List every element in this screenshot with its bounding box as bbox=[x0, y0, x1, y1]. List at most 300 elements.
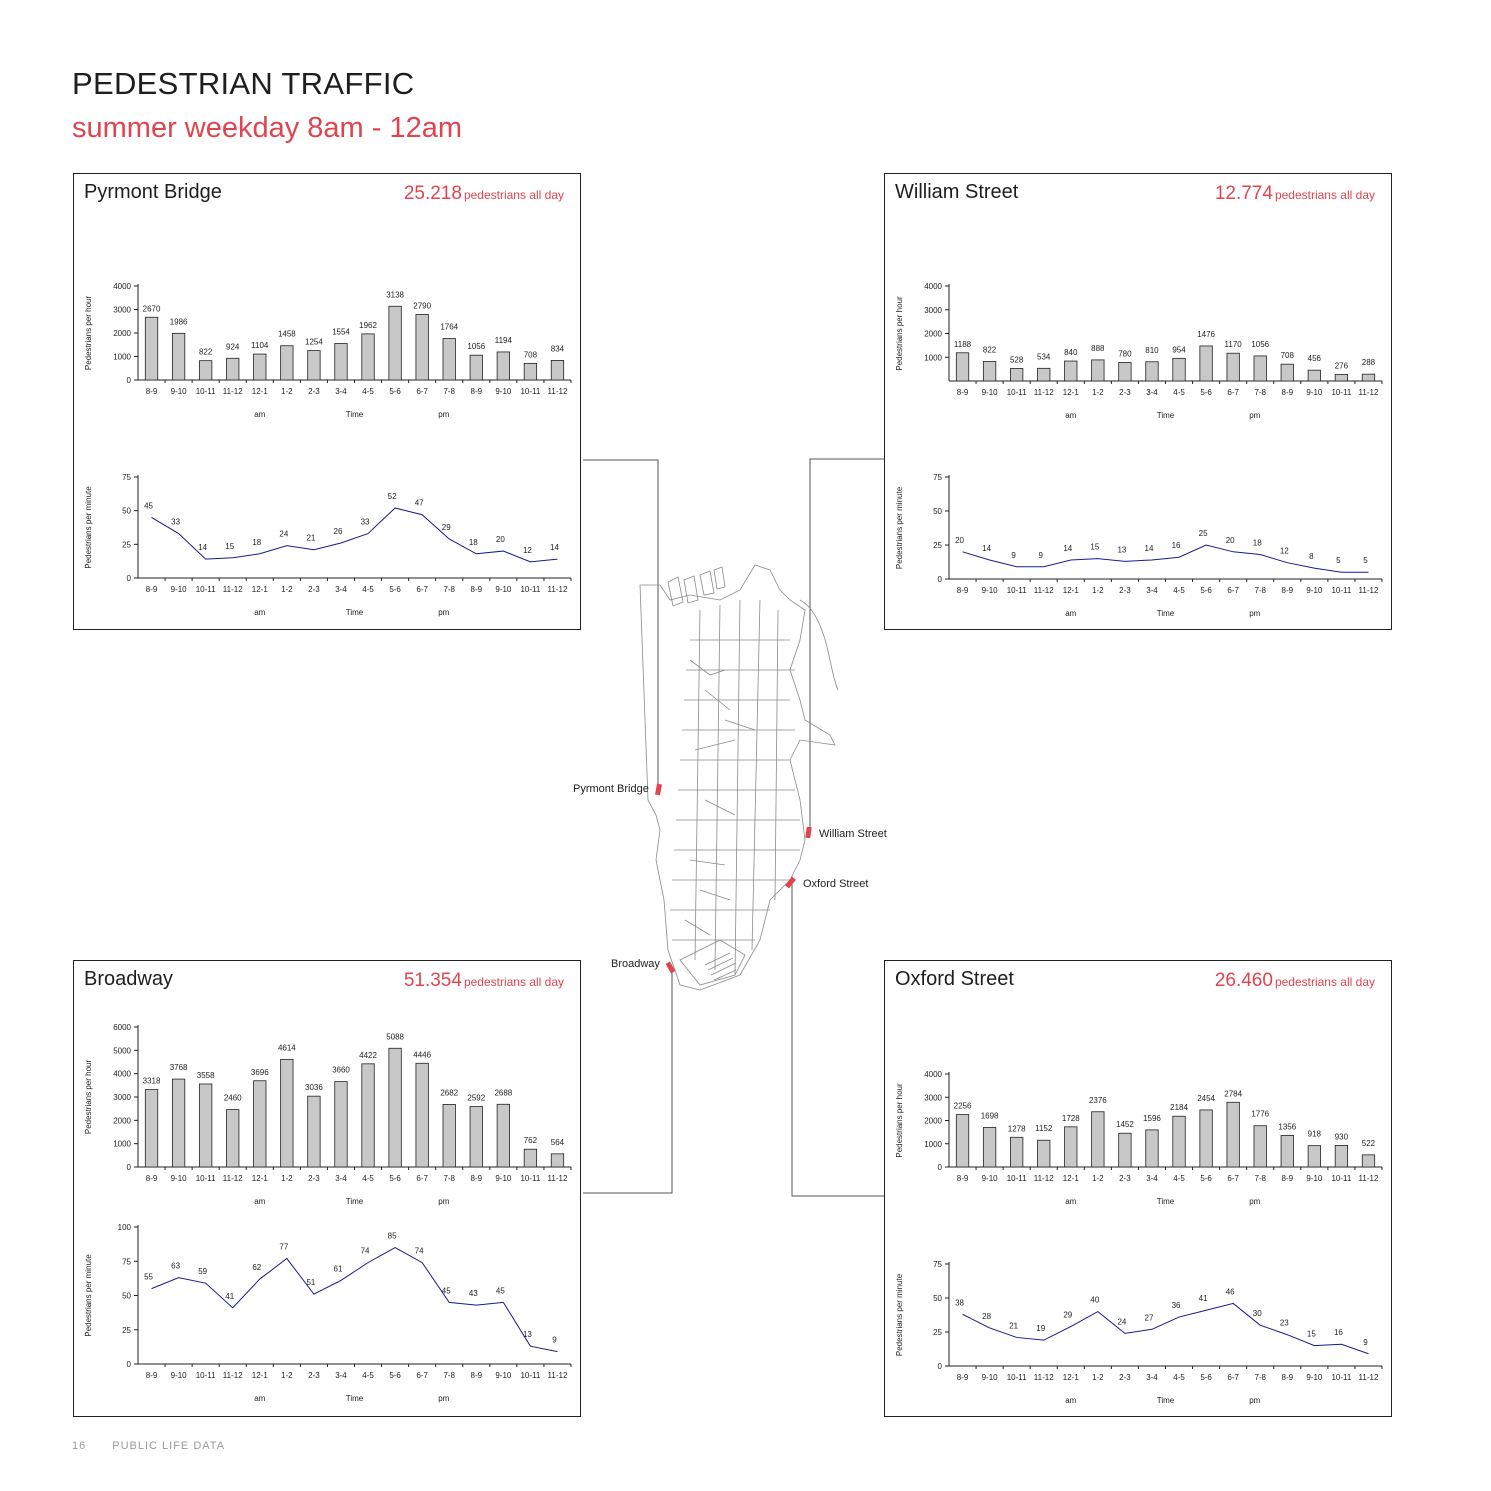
point-value-label: 41 bbox=[1198, 1294, 1208, 1304]
bar bbox=[524, 363, 536, 380]
bar-x-tick-label: 5-6 bbox=[1200, 388, 1212, 397]
line-x-tick-label: 11-12 bbox=[222, 1371, 243, 1380]
bar-value-label: 1476 bbox=[1197, 329, 1215, 339]
line-x-tick-label: 6-7 bbox=[1227, 586, 1239, 595]
line-x-tick-label: 8-9 bbox=[1281, 586, 1294, 595]
bar-value-label: 1452 bbox=[1116, 1120, 1134, 1130]
bar-value-label: 2256 bbox=[953, 1101, 972, 1111]
bar-pm-label: pm bbox=[438, 1197, 450, 1206]
bar-pm-label: pm bbox=[438, 410, 450, 419]
bar-x-tick-label: 5-6 bbox=[389, 387, 401, 396]
section-name: PUBLIC LIFE DATA bbox=[112, 1440, 226, 1452]
bar bbox=[145, 1090, 157, 1167]
bar-value-label: 918 bbox=[1307, 1129, 1322, 1139]
bar-value-label: 522 bbox=[1361, 1138, 1376, 1148]
bar-x-tick-label: 2-3 bbox=[1119, 1174, 1131, 1183]
bar bbox=[497, 352, 509, 380]
bar-x-tick-label: 6-7 bbox=[416, 1174, 428, 1183]
bar bbox=[1254, 356, 1266, 381]
point-value-label: 63 bbox=[171, 1261, 181, 1271]
line-x-tick-label: 5-6 bbox=[1200, 586, 1212, 595]
bar-value-label: 2592 bbox=[467, 1093, 486, 1103]
panel-oxford-street bbox=[884, 960, 1392, 1417]
bar-y-tick-label: 4000 bbox=[924, 282, 942, 291]
point-value-label: 33 bbox=[360, 517, 370, 527]
line-pm-label: pm bbox=[438, 1394, 450, 1403]
line-x-tick-label: 7-8 bbox=[1254, 1373, 1266, 1382]
bar-y-tick-label: 3000 bbox=[113, 1093, 131, 1102]
bar-value-label: 708 bbox=[1280, 351, 1294, 361]
bar-value-label: 810 bbox=[1145, 345, 1159, 355]
bar-y-tick-label: 2000 bbox=[113, 1116, 131, 1126]
bar-y-tick-label: 6000 bbox=[113, 1023, 131, 1032]
line-y-tick-label: 50 bbox=[933, 1294, 942, 1303]
point-value-label: 45 bbox=[495, 1286, 505, 1296]
bar-x-tick-label: 4-5 bbox=[362, 1174, 374, 1183]
bar-x-tick-label: 10-11 bbox=[1331, 388, 1352, 397]
bar-value-label: 3696 bbox=[250, 1067, 269, 1077]
bar-value-label: 276 bbox=[1334, 361, 1349, 371]
point-value-label: 46 bbox=[1225, 1287, 1235, 1297]
point-value-label: 20 bbox=[955, 535, 964, 545]
line-ylabel: Pedestrians per minute bbox=[895, 1273, 904, 1357]
bar bbox=[1254, 1126, 1266, 1167]
charts-broadway bbox=[74, 961, 582, 1418]
bar-x-tick-label: 3-4 bbox=[335, 387, 347, 396]
bar bbox=[254, 354, 266, 380]
bar-value-label: 2376 bbox=[1088, 1095, 1107, 1105]
point-value-label: 19 bbox=[1036, 1324, 1046, 1334]
point-value-label: 62 bbox=[252, 1263, 262, 1273]
panel-title: Broadway bbox=[84, 968, 173, 990]
bar-x-tick-label: 9-10 bbox=[1306, 388, 1323, 397]
bar bbox=[1065, 1127, 1077, 1167]
line-x-tick-label: 9-10 bbox=[495, 585, 512, 594]
bar-x-tick-label: 7-8 bbox=[1254, 1174, 1266, 1183]
daily-total bbox=[404, 970, 564, 992]
bar bbox=[1173, 358, 1185, 381]
point-value-label: 20 bbox=[495, 535, 505, 545]
line-xlabel: Time bbox=[1156, 1396, 1175, 1405]
point-value-label: 25 bbox=[1198, 529, 1208, 538]
bar-y-tick-label: 3000 bbox=[113, 305, 131, 315]
bar bbox=[1227, 1102, 1239, 1167]
bar-value-label: 2454 bbox=[1197, 1093, 1215, 1103]
bar-x-tick-label: 8-9 bbox=[145, 1174, 158, 1183]
line-x-tick-label: 6-7 bbox=[416, 1371, 428, 1380]
bar-value-label: 3660 bbox=[332, 1065, 350, 1075]
point-value-label: 14 bbox=[1144, 543, 1154, 553]
bar-value-label: 1698 bbox=[980, 1111, 999, 1121]
line-y-tick-label: 100 bbox=[117, 1223, 131, 1232]
bar-x-tick-label: 12-1 bbox=[1062, 1174, 1079, 1183]
line-x-tick-label: 2-3 bbox=[1119, 1373, 1131, 1382]
bar-value-label: 2790 bbox=[413, 301, 432, 311]
bar bbox=[551, 360, 563, 380]
bar-value-label: 3036 bbox=[305, 1083, 323, 1093]
bar bbox=[1227, 353, 1239, 381]
bar-x-tick-label: 10-11 bbox=[195, 387, 216, 396]
point-value-label: 28 bbox=[982, 1311, 992, 1321]
bar bbox=[443, 1104, 455, 1167]
bar-value-label: 762 bbox=[523, 1136, 538, 1146]
daily-total-unit: pedestrians all day bbox=[463, 188, 564, 202]
line-y-tick-label: 25 bbox=[122, 1325, 131, 1335]
bar bbox=[1119, 362, 1131, 381]
page-title: PEDESTRIAN TRAFFIC bbox=[72, 66, 415, 101]
bar-value-label: 1254 bbox=[305, 337, 323, 347]
charts-oxford bbox=[885, 961, 1393, 1418]
bar-value-label: 1728 bbox=[1061, 1113, 1080, 1123]
point-value-label: 18 bbox=[1252, 538, 1262, 548]
line-am-label: am bbox=[254, 608, 266, 617]
point-value-label: 45 bbox=[441, 1286, 451, 1296]
point-value-label: 15 bbox=[1090, 542, 1100, 552]
bar-x-tick-label: 10-11 bbox=[1331, 1174, 1352, 1183]
bar bbox=[1119, 1133, 1131, 1167]
line-x-tick-label: 8-9 bbox=[956, 1373, 969, 1382]
bar bbox=[335, 1082, 347, 1167]
daily-total-unit: pedestrians all day bbox=[1274, 975, 1375, 989]
line-x-tick-label: 10-11 bbox=[520, 1371, 541, 1380]
line-x-tick-label: 8-9 bbox=[145, 585, 158, 594]
bar-x-tick-label: 11-12 bbox=[222, 1174, 243, 1183]
panel-title: Oxford Street bbox=[895, 968, 1014, 990]
page-number: 16 bbox=[72, 1440, 87, 1452]
bar bbox=[172, 333, 184, 380]
line-y-tick-label: 25 bbox=[122, 540, 131, 550]
bar-x-tick-label: 10-11 bbox=[520, 387, 541, 396]
line-x-tick-label: 9-10 bbox=[170, 585, 187, 594]
line-x-tick-label: 2-3 bbox=[308, 585, 320, 594]
point-value-label: 14 bbox=[982, 543, 992, 553]
line-y-tick-label: 75 bbox=[122, 1257, 131, 1267]
line-x-tick-label: 6-7 bbox=[416, 585, 428, 594]
map-label-pyrmont: Pyrmont Bridge bbox=[573, 783, 649, 795]
bar-value-label: 564 bbox=[550, 1137, 565, 1147]
line-x-tick-label: 5-6 bbox=[1200, 1373, 1212, 1382]
bar bbox=[416, 314, 428, 380]
bar-value-label: 1356 bbox=[1278, 1122, 1297, 1132]
bar-x-tick-label: 8-9 bbox=[470, 1174, 483, 1183]
bar-value-label: 4446 bbox=[413, 1050, 432, 1060]
bar-value-label: 1596 bbox=[1143, 1113, 1161, 1123]
bar bbox=[308, 1096, 320, 1167]
bar-x-tick-label: 12-1 bbox=[251, 387, 268, 396]
bar-xlabel: Time bbox=[1156, 1197, 1175, 1206]
point-value-label: 33 bbox=[171, 517, 181, 527]
line-x-tick-label: 2-3 bbox=[1119, 586, 1131, 595]
bar-x-tick-label: 8-9 bbox=[956, 388, 969, 397]
bar-value-label: 288 bbox=[1361, 358, 1376, 368]
bar-x-tick-label: 8-9 bbox=[1281, 388, 1294, 397]
bar bbox=[497, 1104, 509, 1167]
point-value-label: 45 bbox=[144, 501, 153, 511]
line-x-tick-label: 8-9 bbox=[470, 1371, 483, 1380]
line-x-tick-label: 9-10 bbox=[170, 1371, 187, 1380]
point-value-label: 38 bbox=[955, 1298, 964, 1308]
bar-x-tick-label: 7-8 bbox=[443, 387, 455, 396]
bar bbox=[1065, 361, 1077, 381]
daily-total-value: 12.774 bbox=[1214, 183, 1273, 204]
bar-y-tick-label: 3000 bbox=[924, 1093, 942, 1103]
line-y-tick-label: 50 bbox=[122, 1291, 131, 1301]
bar bbox=[1335, 1145, 1347, 1167]
bar-value-label: 1764 bbox=[440, 322, 459, 332]
bar-value-label: 1188 bbox=[953, 339, 972, 349]
bar-value-label: 4614 bbox=[277, 1043, 296, 1053]
line-x-tick-label: 8-9 bbox=[1281, 1373, 1294, 1382]
bar-y-tick-label: 1000 bbox=[113, 352, 131, 362]
bar-xlabel: Time bbox=[1156, 411, 1175, 420]
bar-y-tick-label: 4000 bbox=[113, 1069, 131, 1079]
bar bbox=[1173, 1116, 1185, 1167]
point-value-label: 12 bbox=[1279, 546, 1289, 556]
line-pm-label: pm bbox=[1249, 1396, 1261, 1405]
bar-xlabel: Time bbox=[345, 1197, 364, 1206]
point-value-label: 36 bbox=[1171, 1301, 1181, 1311]
line-x-tick-label: 11-12 bbox=[547, 1371, 568, 1380]
line-x-tick-label: 8-9 bbox=[145, 1371, 158, 1380]
line-x-tick-label: 9-10 bbox=[1306, 1373, 1323, 1382]
point-value-label: 18 bbox=[468, 537, 478, 547]
bar-value-label: 5088 bbox=[386, 1032, 404, 1042]
bar-x-tick-label: 10-11 bbox=[195, 1174, 216, 1183]
point-value-label: 14 bbox=[550, 543, 559, 553]
bar-x-tick-label: 1-2 bbox=[281, 387, 293, 396]
point-value-label: 29 bbox=[441, 522, 451, 532]
bar bbox=[1308, 1146, 1320, 1167]
bar bbox=[1362, 374, 1374, 381]
map-label-oxford: Oxford Street bbox=[803, 878, 869, 890]
bar-x-tick-label: 11-12 bbox=[1033, 388, 1054, 397]
bar-ylabel: Pedestrians per hour bbox=[895, 296, 904, 371]
daily-total bbox=[1215, 183, 1375, 205]
bar-ylabel: Pedestrians per hour bbox=[84, 295, 93, 371]
bar-y-tick-label: 3000 bbox=[924, 305, 942, 315]
bar-value-label: 3558 bbox=[196, 1070, 215, 1080]
line-x-tick-label: 3-4 bbox=[335, 1371, 347, 1380]
point-value-label: 77 bbox=[279, 1242, 289, 1252]
point-value-label: 55 bbox=[144, 1272, 153, 1282]
bar bbox=[470, 1107, 482, 1167]
bar-am-label: am bbox=[254, 410, 266, 419]
bar-value-label: 924 bbox=[226, 342, 240, 352]
line-x-tick-label: 6-7 bbox=[1227, 1373, 1239, 1382]
point-value-label: 16 bbox=[1333, 1328, 1343, 1338]
bar bbox=[254, 1081, 266, 1167]
bar bbox=[1362, 1155, 1374, 1167]
point-value-label: 61 bbox=[333, 1264, 343, 1274]
bar-x-tick-label: 10-11 bbox=[1006, 388, 1027, 397]
bar bbox=[1092, 360, 1104, 381]
point-value-label: 52 bbox=[387, 491, 397, 501]
bar-x-tick-label: 6-7 bbox=[416, 387, 428, 396]
bar-value-label: 822 bbox=[198, 347, 213, 357]
bar-x-tick-label: 9-10 bbox=[170, 387, 187, 396]
bar-value-label: 1278 bbox=[1007, 1124, 1026, 1134]
line-x-tick-label: 4-5 bbox=[362, 1371, 374, 1380]
bar-ylabel: Pedestrians per hour bbox=[895, 1083, 904, 1158]
line-x-tick-label: 4-5 bbox=[362, 585, 374, 594]
bar-value-label: 2682 bbox=[440, 1088, 459, 1098]
line-pm-label: pm bbox=[438, 608, 450, 617]
point-value-label: 15 bbox=[1306, 1329, 1316, 1339]
bar-x-tick-label: 3-4 bbox=[335, 1174, 347, 1183]
bar bbox=[1010, 368, 1022, 381]
bar-value-label: 954 bbox=[1172, 345, 1186, 355]
bar-y-tick-label: 0 bbox=[937, 1163, 942, 1172]
bar-y-tick-label: 0 bbox=[126, 376, 131, 385]
line-am-label: am bbox=[1065, 609, 1077, 618]
line-y-tick-label: 0 bbox=[937, 575, 942, 584]
bar-x-tick-label: 1-2 bbox=[281, 1174, 293, 1183]
bar-value-label: 3318 bbox=[142, 1076, 161, 1086]
page-subtitle: summer weekday 8am - 12am bbox=[72, 112, 463, 144]
point-value-label: 24 bbox=[1117, 1317, 1127, 1327]
line-x-tick-label: 7-8 bbox=[443, 1371, 455, 1380]
line-x-tick-label: 11-12 bbox=[547, 585, 568, 594]
bar bbox=[199, 1084, 211, 1167]
line-y-tick-label: 25 bbox=[933, 1328, 942, 1337]
bar-y-tick-label: 1000 bbox=[924, 1139, 942, 1149]
daily-total-value: 26.460 bbox=[1214, 970, 1273, 991]
point-value-label: 30 bbox=[1252, 1309, 1262, 1319]
line-y-tick-label: 50 bbox=[933, 507, 942, 516]
bar-x-tick-label: 1-2 bbox=[1092, 388, 1104, 397]
point-value-label: 12 bbox=[522, 545, 532, 555]
charts-william bbox=[885, 174, 1393, 631]
bar-x-tick-label: 3-4 bbox=[1146, 1174, 1158, 1183]
line-x-tick-label: 9-10 bbox=[981, 586, 998, 595]
line-x-tick-label: 11-12 bbox=[222, 585, 243, 594]
point-value-label: 9 bbox=[1363, 1337, 1368, 1347]
panel-william-street bbox=[884, 173, 1392, 630]
bar-am-label: am bbox=[254, 1197, 266, 1206]
bar bbox=[1092, 1112, 1104, 1167]
daily-total bbox=[1215, 970, 1375, 992]
line-y-tick-label: 75 bbox=[122, 473, 131, 482]
bar-xlabel: Time bbox=[345, 410, 364, 419]
bar bbox=[1281, 1135, 1293, 1167]
panel-title: William Street bbox=[895, 181, 1019, 203]
bar-am-label: am bbox=[1065, 411, 1077, 420]
bar-y-tick-label: 1000 bbox=[924, 353, 942, 363]
bar bbox=[1308, 370, 1320, 381]
series-line bbox=[963, 1303, 1369, 1353]
bar-x-tick-label: 4-5 bbox=[1173, 388, 1185, 397]
line-y-tick-label: 0 bbox=[126, 574, 131, 583]
bar-x-tick-label: 8-9 bbox=[145, 387, 158, 396]
bar bbox=[199, 361, 211, 380]
line-xlabel: Time bbox=[1156, 609, 1175, 618]
bar-value-label: 1554 bbox=[332, 327, 350, 337]
bar bbox=[956, 353, 968, 381]
line-xlabel: Time bbox=[345, 608, 364, 617]
bar bbox=[335, 343, 347, 380]
bar-x-tick-label: 4-5 bbox=[1173, 1174, 1185, 1183]
bar bbox=[1146, 1130, 1158, 1167]
bar-x-tick-label: 11-12 bbox=[547, 387, 568, 396]
point-value-label: 59 bbox=[198, 1267, 208, 1277]
panel-title: Pyrmont Bridge bbox=[84, 181, 222, 203]
bar-value-label: 2184 bbox=[1170, 1103, 1188, 1113]
line-x-tick-label: 7-8 bbox=[1254, 586, 1266, 595]
bar bbox=[551, 1154, 563, 1167]
line-x-tick-label: 12-1 bbox=[1062, 1373, 1079, 1382]
bar bbox=[416, 1063, 428, 1167]
panel-broadway bbox=[73, 960, 581, 1417]
bar-value-label: 1056 bbox=[1251, 339, 1270, 349]
daily-total-value: 51.354 bbox=[403, 970, 462, 991]
point-value-label: 15 bbox=[225, 541, 235, 551]
bar bbox=[983, 1128, 995, 1167]
bar-value-label: 4422 bbox=[359, 1050, 377, 1060]
bar-x-tick-label: 11-12 bbox=[1033, 1174, 1054, 1183]
bar-x-tick-label: 1-2 bbox=[1092, 1174, 1104, 1183]
point-value-label: 13 bbox=[522, 1330, 532, 1340]
bar-x-tick-label: 8-9 bbox=[1281, 1174, 1294, 1183]
point-value-label: 74 bbox=[360, 1246, 370, 1256]
bar bbox=[1281, 364, 1293, 381]
bar-x-tick-label: 8-9 bbox=[956, 1174, 969, 1183]
bar bbox=[1010, 1137, 1022, 1167]
point-value-label: 41 bbox=[225, 1291, 235, 1301]
line-am-label: am bbox=[254, 1394, 266, 1403]
panel-pyrmont-bridge bbox=[73, 173, 581, 630]
bar bbox=[389, 1048, 401, 1167]
line-x-tick-label: 9-10 bbox=[981, 1373, 998, 1382]
bar bbox=[1335, 374, 1347, 381]
bar bbox=[524, 1149, 536, 1167]
line-x-tick-label: 1-2 bbox=[281, 585, 293, 594]
bar-y-tick-label: 2000 bbox=[113, 329, 131, 338]
point-value-label: 24 bbox=[279, 529, 289, 539]
point-value-label: 9 bbox=[1038, 550, 1043, 560]
bar-x-tick-label: 9-10 bbox=[495, 387, 512, 396]
point-value-label: 8 bbox=[1309, 552, 1314, 562]
bar bbox=[145, 317, 157, 380]
page-footer bbox=[72, 1440, 225, 1452]
point-value-label: 20 bbox=[1225, 535, 1235, 545]
bar bbox=[389, 306, 401, 380]
bar-x-tick-label: 2-3 bbox=[308, 387, 320, 396]
bar-x-tick-label: 3-4 bbox=[1146, 388, 1158, 397]
line-x-tick-label: 11-12 bbox=[1033, 586, 1054, 595]
bar-y-tick-label: 4000 bbox=[924, 1070, 942, 1079]
line-y-tick-label: 0 bbox=[126, 1360, 131, 1369]
bar-value-label: 834 bbox=[550, 344, 565, 354]
bar bbox=[1200, 1110, 1212, 1167]
daily-total-unit: pedestrians all day bbox=[463, 975, 564, 989]
bar-y-tick-label: 2000 bbox=[924, 1116, 942, 1126]
point-value-label: 74 bbox=[414, 1246, 424, 1256]
bar-y-tick-label: 2000 bbox=[924, 329, 942, 339]
point-value-label: 29 bbox=[1063, 1310, 1073, 1320]
bar-value-label: 1986 bbox=[169, 317, 188, 327]
bar-x-tick-label: 7-8 bbox=[443, 1174, 455, 1183]
line-y-tick-label: 75 bbox=[933, 473, 942, 482]
bar bbox=[470, 355, 482, 380]
bar bbox=[226, 1110, 238, 1167]
bar-x-tick-label: 6-7 bbox=[1227, 388, 1239, 397]
point-value-label: 26 bbox=[333, 526, 343, 536]
bar bbox=[1037, 1140, 1049, 1167]
point-value-label: 23 bbox=[1279, 1318, 1289, 1328]
line-x-tick-label: 5-6 bbox=[389, 1371, 401, 1380]
bar-value-label: 1170 bbox=[1224, 340, 1242, 350]
point-value-label: 51 bbox=[306, 1278, 316, 1288]
